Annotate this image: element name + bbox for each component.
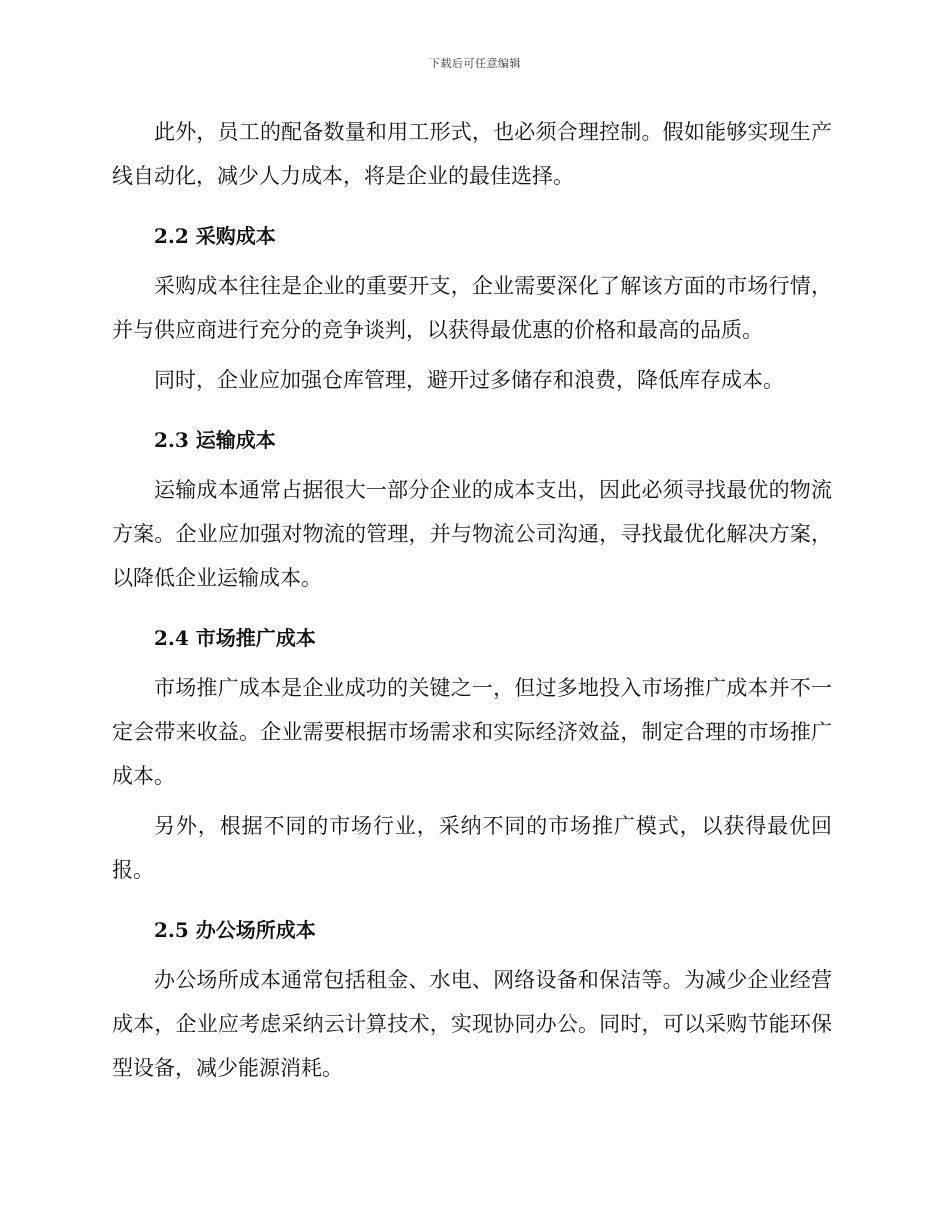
paragraph-transport: 运输成本通常占据很大一部分企业的成本支出，因此必须寻找最优的物流方案。企业应加强对物流的管理，并与物流公司沟通，寻找最优化解决方案，以降低企业运输成本。 — [112, 478, 832, 590]
paragraph-staffing: 此外，员工的配备数量和用工形式，也必须合理控制。假如能够实现生产线自动化，减少人力成本，将是企业的最佳选择。 — [112, 120, 832, 188]
paragraph-warehouse: 同时，企业应加强仓库管理，避开过多储存和浪费，降低库存成本。 — [154, 368, 784, 392]
paragraph-office: 办公场所成本通常包括租金、水电、网络设备和保洁等。为减少企业经营成本，企业应考虑采纳云计算技术，实现协同办公。同时，可以采购节能环保型设备，减少能源消耗。 — [112, 968, 832, 1080]
page-header-note: 下载后可任意编辑 — [429, 57, 521, 70]
paragraph-marketing-mode: 另外，根据不同的市场行业，采纳不同的市场推广模式，以获得最优回报。 — [112, 814, 832, 882]
section-heading-2-5: 2.5 办公场所成本 — [154, 918, 316, 942]
document-body — [112, 110, 832, 1090]
section-heading-2-4: 2.4 市场推广成本 — [154, 626, 316, 650]
paragraph-marketing: 市场推广成本是企业成功的关键之一，但过多地投入市场推广成本并不一定会带来收益。企业需要根据市场需求和实际经济效益，制定合理的市场推广成本。 — [112, 676, 832, 788]
section-heading-2-3: 2.3 运输成本 — [154, 428, 276, 452]
section-heading-2-2: 2.2 采购成本 — [154, 224, 276, 248]
paragraph-procurement: 采购成本往往是企业的重要开支，企业需要深化了解该方面的市场行情，并与供应商进行充分的竞争谈判，以获得最优惠的价格和最高的品质。 — [112, 274, 832, 342]
